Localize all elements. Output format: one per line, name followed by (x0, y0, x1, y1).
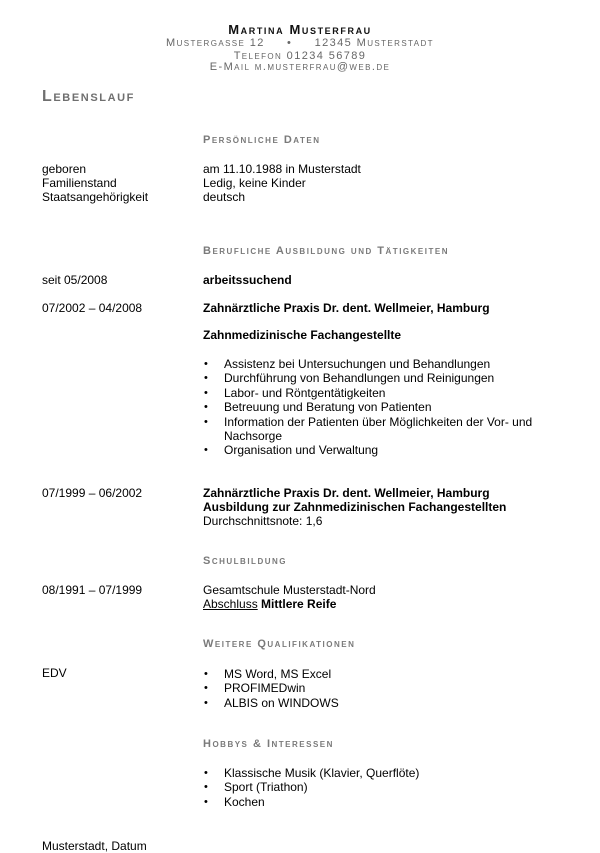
degree-value: Mittlere Reife (261, 597, 337, 611)
career-subtitle-3: Ausbildung zur Zahnmedizinischen Fachangestellten (203, 500, 507, 514)
list-item: • Durchführung von Behandlungen und Reinigungen (203, 371, 543, 385)
list-item: • Betreuung und Beratung von Patienten (203, 400, 543, 414)
school-institution: Gesamtschule Musterstadt-Nord (203, 583, 376, 597)
hobbies-list (203, 766, 543, 809)
address-line (0, 37, 600, 49)
career-title-3: Zahnärztliche Praxis Dr. dent. Wellmeier, Hamburg (203, 486, 490, 500)
career-date-3: 07/1999 – 06/2002 (42, 486, 143, 500)
section-heading-school: Schulbildung (203, 555, 287, 567)
personal-value-marital: Ledig, keine Kinder (203, 176, 306, 190)
career-note-3: Durchschnittsnote: 1,6 (203, 514, 323, 528)
personal-value-nationality: deutsch (203, 190, 246, 204)
qualification-label-edv: EDV (42, 666, 67, 680)
list-item: • Assistenz bei Untersuchungen und Behandlungen (203, 357, 543, 371)
list-item: • ALBIS on WINDOWS (203, 696, 543, 710)
career-title-1: arbeitssuchend (203, 273, 292, 287)
applicant-name: Martina Musterfrau (228, 22, 372, 37)
personal-value-birth: am 11.10.1988 in Musterstadt (203, 162, 361, 176)
list-item: • Sport (Triathon) (203, 780, 543, 794)
personal-label-birth: geboren (42, 162, 87, 176)
school-date: 08/1991 – 07/1999 (42, 583, 143, 597)
list-item: • Kochen (203, 795, 543, 809)
city: 12345 Musterstadt (314, 37, 434, 49)
email-line: E-Mail m.musterfrau@web.de (209, 61, 391, 73)
list-item: • Klassische Musik (Klavier, Querflöte) (203, 766, 543, 780)
section-heading-qualifications: Weitere Qualifikationen (203, 638, 356, 650)
degree-label: Abschluss (203, 597, 258, 611)
section-heading-personal: Persönliche Daten (203, 134, 321, 146)
career-title-2: Zahnärztliche Praxis Dr. dent. Wellmeier, Hamburg (203, 301, 490, 315)
list-item: • MS Word, MS Excel (203, 667, 543, 681)
street: Mustergasse 12 (166, 37, 265, 49)
qualifications-list (203, 667, 543, 710)
career-duties-list (203, 357, 543, 458)
career-subtitle-2: Zahnmedizinische Fachangestellte (203, 328, 402, 342)
personal-label-marital: Familienstand (42, 176, 117, 190)
career-date-2: 07/2002 – 04/2008 (42, 301, 143, 315)
list-item: • Information der Patienten über Möglichkeiten der Vor- und Nachsorge (203, 415, 543, 444)
place-date: Musterstadt, Datum (42, 839, 147, 853)
list-item: • PROFIMEDwin (203, 681, 543, 695)
personal-label-nationality: Staatsangehörigkeit (42, 190, 149, 204)
career-date-1: seit 05/2008 (42, 273, 108, 287)
section-heading-hobbies: Hobbys & Interessen (203, 738, 334, 750)
document-title: Lebenslauf (42, 88, 135, 105)
list-item: • Organisation und Verwaltung (203, 443, 543, 457)
phone-line: Telefon 01234 56789 (233, 50, 367, 62)
list-item: • Labor- und Röntgentätigkeiten (203, 386, 543, 400)
section-heading-career: Berufliche Ausbildung und Tätigkeiten (203, 245, 449, 257)
separator-dot: • (287, 37, 293, 49)
school-degree (203, 597, 563, 611)
